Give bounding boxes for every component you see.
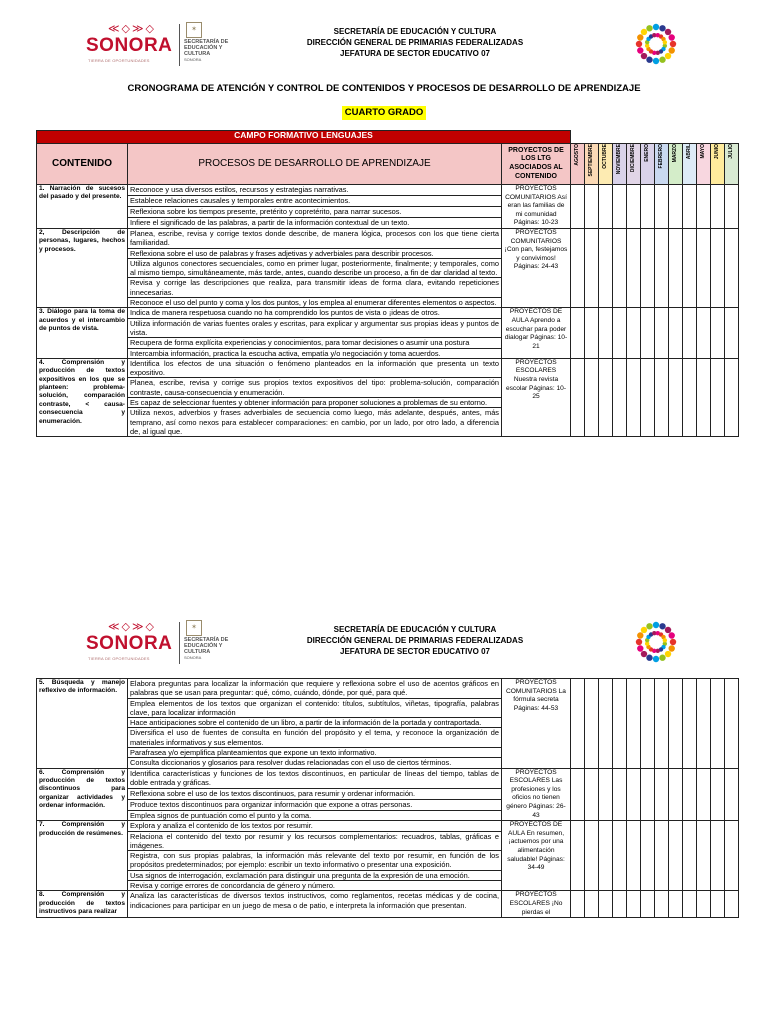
month-check-cell[interactable]	[669, 308, 683, 358]
procesos-header: PROCESOS DE DESARROLLO DE APRENDIZAJE	[128, 144, 502, 185]
month-check-cell[interactable]	[697, 679, 711, 769]
month-check-cell[interactable]	[711, 821, 725, 891]
proceso-cell: Reflexiona sobre el uso de los textos discontinuos, para resumir y ordenar información.	[128, 789, 502, 800]
proceso-cell: Revisa y corrige errores de concordancia de género y número.	[128, 881, 502, 891]
proceso-cell: Produce textos discontinuos para organizar información que expone a otras personas.	[128, 799, 502, 810]
proceso-cell: Consulta diccionarios y glosarios para resolver dudas relacionadas con el uso de ciertos términos.	[128, 758, 502, 768]
month-check-cell[interactable]	[697, 821, 711, 891]
rosette-dot	[641, 29, 647, 35]
month-header-mayo: MAYO	[697, 144, 711, 185]
rosette-dot	[665, 627, 671, 633]
month-check-cell[interactable]	[641, 228, 655, 307]
proceso-cell: Infiere el significado de las palabras, a partir de la información contextual de un texto.	[128, 217, 502, 228]
month-check-cell[interactable]	[599, 821, 613, 891]
sonora-wordmark: SONORA	[86, 633, 173, 654]
month-check-cell[interactable]	[641, 308, 655, 358]
rosette-dot	[637, 632, 643, 638]
month-check-cell[interactable]	[655, 891, 669, 918]
header-line-3: JEFATURA DE SECTOR EDUCATIVO 07	[340, 647, 490, 656]
month-check-cell[interactable]	[641, 821, 655, 891]
header-line-2: DIRECCIÓN GENERAL DE PRIMARIAS FEDERALIZADAS	[306, 38, 524, 47]
proceso-cell: Identifica los efectos de una situación o fenómeno planteados en la información que presenta un texto expositivo.	[128, 358, 502, 378]
month-check-cell[interactable]	[613, 679, 627, 769]
month-check-cell[interactable]	[627, 768, 641, 821]
month-header-enero: ENERO	[641, 144, 655, 185]
sonora-logo	[86, 22, 256, 68]
rosette-dot	[653, 58, 659, 64]
month-check-cell[interactable]	[711, 679, 725, 769]
month-check-cell[interactable]	[585, 185, 599, 229]
schedule-table	[36, 678, 739, 918]
contenido-cell: 1. Narración de sucesos del pasado y del presente.	[37, 185, 128, 229]
proceso-cell: Relaciona el contenido del texto por resumir y los recursos complementarios: recuadros, tablas, gráficas e imágenes.	[128, 831, 502, 851]
rosette-dot	[653, 656, 659, 662]
month-check-cell[interactable]	[641, 358, 655, 436]
rosette-dot	[636, 639, 642, 645]
sec-seal-icon: ✶	[186, 620, 202, 636]
proceso-cell: Emplea signos de puntuación como el punto y la coma.	[128, 810, 502, 821]
month-header-febrero: FEBRERO	[655, 144, 669, 185]
month-check-cell[interactable]	[725, 679, 739, 769]
month-check-cell[interactable]	[655, 679, 669, 769]
header-line-3: JEFATURA DE SECTOR EDUCATIVO 07	[340, 49, 490, 58]
month-check-cell[interactable]	[599, 891, 613, 918]
month-check-cell[interactable]	[571, 679, 585, 769]
rosette-dot	[646, 25, 652, 31]
month-check-cell[interactable]	[585, 358, 599, 436]
month-check-cell[interactable]	[683, 185, 697, 229]
month-check-cell[interactable]	[669, 358, 683, 436]
table-body	[37, 679, 739, 918]
month-check-cell[interactable]	[613, 228, 627, 307]
month-check-cell[interactable]	[655, 228, 669, 307]
month-check-cell[interactable]	[655, 768, 669, 821]
contenido-cell: 5. Búsqueda y manejo reflexivo de información.	[37, 679, 128, 769]
month-check-cell[interactable]	[669, 679, 683, 769]
proceso-cell: Utiliza nexos, adverbios y frases adverbiales de secuencia como luego, más adelante, después, antes, más temprano, así como nexos para establecer comparaciones: en cambio, por un lado, por otro lado, a diferencia de, al igual que.	[128, 408, 502, 437]
contenido-header: CONTENIDO	[37, 144, 128, 185]
month-check-cell[interactable]	[641, 185, 655, 229]
table-row	[37, 821, 739, 831]
proceso-cell: Parafrasea y/o ejemplifica planteamientos que expone un texto informativo.	[128, 748, 502, 758]
month-check-cell[interactable]	[627, 228, 641, 307]
rosette-dot	[636, 41, 642, 47]
campo-formativo-header: CAMPO FORMATIVO LENGUAJES	[37, 131, 571, 144]
rosette-dot	[637, 34, 643, 40]
month-check-cell[interactable]	[599, 768, 613, 821]
month-check-cell[interactable]	[711, 185, 725, 229]
proyecto-cell: PROYECTOS DE AULA En resumen, ¡actuemos por una alimentación saludable! Páginas: 34-49	[502, 821, 571, 891]
month-check-cell[interactable]	[613, 821, 627, 891]
month-check-cell[interactable]	[669, 228, 683, 307]
month-check-cell[interactable]	[725, 358, 739, 436]
document-page-2	[0, 598, 768, 1024]
proceso-cell: Recupera de forma explícita experiencias y conocimientos, para tomar decisiones o asumir una postura	[128, 338, 502, 348]
proyecto-cell: PROYECTOS ESCOLARES Las profesiones y los oficios no tienen género Páginas: 26-43	[502, 768, 571, 821]
month-check-cell[interactable]	[669, 821, 683, 891]
proceso-cell: Reflexiona sobre el uso de palabras y frases adjetivas y adverbiales para describir procesos.	[128, 248, 502, 258]
rosette-dot	[653, 622, 659, 628]
rosette-dot	[669, 34, 675, 40]
rosette-dot	[646, 623, 652, 629]
grade-label: CUARTO GRADO	[342, 106, 426, 120]
contenido-cell: 4. Comprensión y producción de textos expositivos en los que se planteen: problema-solución, comparación contraste, < causa-consecuencia y enumeración.	[37, 358, 128, 436]
month-check-cell[interactable]	[599, 185, 613, 229]
header-text	[250, 624, 580, 657]
proceso-cell: Intercambia información, practica la escucha activa, empatía y/o negociación y toma acuerdos.	[128, 348, 502, 358]
rosette-dot	[641, 627, 647, 633]
month-check-cell[interactable]	[627, 358, 641, 436]
table-row	[37, 679, 739, 699]
document-title: CRONOGRAMA DE ATENCIÓN Y CONTROL DE CONTENIDOS Y PROCESOS DE DESARROLLO DE APRENDIZAJE	[127, 83, 641, 94]
proceso-cell: Analiza las características de diversos textos instructivos, como reglamentos, recetas médicas y de cocina, indicaciones para participar en un juego de mesa o de patio, e interpreta la información que presentan.	[128, 891, 502, 918]
page-header	[0, 0, 768, 80]
proceso-cell: Registra, con sus propias palabras, la información más relevante del texto por resumir, en función de los propósitos predeterminados; por ejemplo: escribir un texto informativo o presentar una exposición.	[128, 851, 502, 871]
sonora-emblem-icon: ≪◇≫◇	[108, 621, 156, 633]
proceso-cell: Utiliza información de varias fuentes orales y escritas, para explicar y argumentar sus propias ideas y puntos de vista.	[128, 318, 502, 338]
month-check-cell[interactable]	[613, 358, 627, 436]
month-check-cell[interactable]	[711, 891, 725, 918]
month-check-cell[interactable]	[599, 679, 613, 769]
month-check-cell[interactable]	[641, 891, 655, 918]
rosette-dot	[641, 651, 647, 657]
month-header-agosto: AGOSTO	[571, 144, 585, 185]
rosette-dot	[637, 47, 643, 53]
rosette-dot	[669, 47, 675, 53]
month-check-cell[interactable]	[599, 358, 613, 436]
rosette-dot	[665, 53, 671, 59]
month-check-cell[interactable]	[655, 821, 669, 891]
month-check-cell[interactable]	[655, 185, 669, 229]
proceso-cell: Identifica características y funciones de los textos discontinuos, en particular de líneas del tiempo, tablas de doble entrada y gráficas.	[128, 768, 502, 788]
month-check-cell[interactable]	[585, 891, 599, 918]
proceso-cell: Diversifica el uso de fuentes de consulta en función del propósito y el tema, y reconoce la organización de materiales informativos y sus elementos.	[128, 728, 502, 748]
proceso-cell: Utiliza algunos conectores secuenciales, como en primer lugar, posteriormente, finalmente; y temporales, como al mismo tiempo, simultáneamente, más tarde, antes, cuando describe un proceso, a fin de dar claridad al texto.	[128, 258, 502, 278]
month-check-cell[interactable]	[725, 891, 739, 918]
proceso-cell: Usa signos de interrogación, exclamación para distinguir una pregunta de la expresión de una emoción.	[128, 870, 502, 880]
rosette-dot	[663, 638, 667, 642]
month-header-noviembre: NOVIEMBRE	[613, 144, 627, 185]
header-line-2: DIRECCIÓN GENERAL DE PRIMARIAS FEDERALIZADAS	[306, 636, 524, 645]
header-line-1: SECRETARÍA DE EDUCACIÓN Y CULTURA	[333, 625, 497, 634]
logo-divider	[179, 24, 180, 66]
month-header-octubre: OCTUBRE	[599, 144, 613, 185]
header-text	[250, 26, 580, 59]
month-check-cell[interactable]	[641, 679, 655, 769]
proyecto-cell: PROYECTOS COMUNITARIOS ¡Con pan, festejamos y convivimos! Páginas: 24-43	[502, 228, 571, 307]
month-header-marzo: MARZO	[669, 144, 683, 185]
contenido-cell: 8. Comprensión y producción de textos instructivos para realizar	[37, 891, 128, 918]
rosette-dot	[646, 57, 652, 63]
month-check-cell[interactable]	[697, 228, 711, 307]
month-check-cell[interactable]	[655, 358, 669, 436]
month-check-cell[interactable]	[627, 308, 641, 358]
rosette-dot	[669, 632, 675, 638]
month-check-cell[interactable]	[683, 821, 697, 891]
proyecto-cell: PROYECTOS ESCOLARES Nuestra revista escolar Páginas: 10-25	[502, 358, 571, 436]
month-check-cell[interactable]	[683, 358, 697, 436]
proceso-cell: Elabora preguntas para localizar la información que requiere y reflexiona sobre el uso de acentos gráficos en palabras que se usan para preguntar: qué, cómo, cuándo, dónde, por qué, para qué.	[128, 679, 502, 699]
month-check-cell[interactable]	[725, 228, 739, 307]
month-check-cell[interactable]	[627, 185, 641, 229]
contenido-cell: 7. Comprensión y producción de resúmenes.	[37, 821, 128, 891]
month-check-cell[interactable]	[599, 228, 613, 307]
proceso-cell: Explora y analiza el contenido de los textos por resumir.	[128, 821, 502, 831]
month-check-cell[interactable]	[655, 308, 669, 358]
table-row	[37, 891, 739, 918]
sec-seal-icon: ✶	[186, 22, 202, 38]
proyecto-cell: PROYECTOS COMUNITARIOS La fórmula secreta Páginas: 44-53	[502, 679, 571, 769]
month-check-cell[interactable]	[585, 228, 599, 307]
rosette-dot	[659, 25, 665, 31]
sonora-wordmark: SONORA	[86, 35, 173, 56]
month-check-cell[interactable]	[627, 891, 641, 918]
month-check-cell[interactable]	[613, 768, 627, 821]
proyecto-cell: PROYECTOS DE AULA Aprendo a escuchar para poder dialogar Páginas: 10-21	[502, 308, 571, 358]
table-row	[37, 228, 739, 248]
rosette-dot	[653, 24, 659, 30]
proceso-cell: Es capaz de seleccionar fuentes y obtener información para proponer soluciones a problemas de su entorno.	[128, 398, 502, 408]
month-check-cell[interactable]	[711, 358, 725, 436]
proyecto-cell: PROYECTOS ESCOLARES ¡No pierdas el	[502, 891, 571, 918]
rosette-dot	[665, 651, 671, 657]
table-row	[37, 358, 739, 378]
rosette-dot	[665, 29, 671, 35]
contenido-cell: 6. Comprensión y producción de textos discontinuos para organizar actividades y ordenar información.	[37, 768, 128, 821]
month-check-cell[interactable]	[697, 308, 711, 358]
contenido-cell: 2, Descripción de personas, lugares, hechos y procesos.	[37, 228, 128, 307]
rosette-dot	[670, 41, 676, 47]
month-check-cell[interactable]	[585, 768, 599, 821]
month-check-cell[interactable]	[711, 768, 725, 821]
sec-logo-text: SECRETARÍA DE EDUCACIÓN Y CULTURA SONORA	[184, 39, 229, 62]
rosette-dot	[637, 645, 643, 651]
month-check-cell[interactable]	[669, 185, 683, 229]
month-check-cell[interactable]	[585, 308, 599, 358]
month-check-cell[interactable]	[669, 891, 683, 918]
month-check-cell[interactable]	[613, 185, 627, 229]
month-check-cell[interactable]	[613, 308, 627, 358]
proceso-cell: Indica de manera respetuosa cuando no ha comprendido los puntos de vista o ¡ideas de otros.	[128, 308, 502, 318]
sonora-tagline: TIERRA DE OPORTUNIDADES	[88, 58, 150, 63]
month-header-junio: JUNIO	[711, 144, 725, 185]
proceso-cell: Emplea elementos de los textos que organizan el contenido: títulos, subtítulos, viñetas, tipografía, palabras clave, para localizar información	[128, 698, 502, 718]
month-check-cell[interactable]	[627, 821, 641, 891]
month-check-cell[interactable]	[711, 308, 725, 358]
rosette-dot	[659, 623, 665, 629]
table-body	[37, 185, 739, 437]
month-check-cell[interactable]	[613, 891, 627, 918]
rosette-dot	[670, 639, 676, 645]
month-check-cell[interactable]	[641, 768, 655, 821]
month-header-septiembre: SEPTIEMBRE	[585, 144, 599, 185]
month-header-abril: ABRIL	[683, 144, 697, 185]
logo-divider	[179, 622, 180, 664]
proceso-cell: Reconoce el uso del punto y coma y los dos puntos, y los emplea al enumerar diferentes elementos o aspectos.	[128, 298, 502, 308]
month-check-cell[interactable]	[697, 891, 711, 918]
rosette-logo-icon	[632, 618, 680, 666]
month-check-cell[interactable]	[697, 185, 711, 229]
month-check-cell[interactable]	[571, 308, 585, 358]
sonora-tagline: TIERRA DE OPORTUNIDADES	[88, 656, 150, 661]
month-check-cell[interactable]	[683, 768, 697, 821]
contenido-cell: 3. Diálogo para la toma de acuerdos y el intercambio de puntos de vista.	[37, 308, 128, 358]
rosette-dot	[669, 645, 675, 651]
month-check-cell[interactable]	[627, 679, 641, 769]
rosette-dot	[659, 57, 665, 63]
rosette-dot	[659, 655, 665, 661]
month-check-cell[interactable]	[683, 308, 697, 358]
month-check-cell[interactable]	[571, 185, 585, 229]
proyecto-cell: PROYECTOS COMUNITARIOS Así eran las familias de mi comunidad Páginas: 10-23	[502, 185, 571, 229]
month-check-cell[interactable]	[725, 821, 739, 891]
rosette-logo-icon	[632, 20, 680, 68]
month-check-cell[interactable]	[669, 768, 683, 821]
table-row	[37, 185, 739, 196]
month-check-cell[interactable]	[571, 228, 585, 307]
sec-logo-text: SECRETARÍA DE EDUCACIÓN Y CULTURA SONORA	[184, 637, 229, 660]
table-row	[37, 308, 739, 318]
month-check-cell[interactable]	[571, 821, 585, 891]
month-check-cell[interactable]	[725, 185, 739, 229]
table-row	[37, 768, 739, 788]
proceso-cell: Reconoce y usa diversos estilos, recursos y estrategias narrativas.	[128, 185, 502, 196]
month-check-cell[interactable]	[571, 891, 585, 918]
month-check-cell[interactable]	[683, 228, 697, 307]
month-check-cell[interactable]	[697, 358, 711, 436]
month-check-cell[interactable]	[697, 768, 711, 821]
proceso-cell: Revisa y corrige las descripciones que realiza, para transmitir ideas de forma clara, evitando repeticiones innecesarias.	[128, 278, 502, 298]
month-header-julio: JULIO	[725, 144, 739, 185]
month-check-cell[interactable]	[599, 308, 613, 358]
sonora-emblem-icon: ≪◇≫◇	[108, 23, 156, 35]
month-check-cell[interactable]	[585, 821, 599, 891]
proceso-cell: Planea, escribe, revisa y corrige textos donde describe, de manera lógica, procesos con los que tiene cierta familiaridad.	[128, 228, 502, 248]
month-check-cell[interactable]	[711, 228, 725, 307]
rosette-dot	[641, 53, 647, 59]
month-header-diciembre: DICIEMBRE	[627, 144, 641, 185]
proceso-cell: Reflexiona sobre los tiempos presente, pretérito y copretérito, para narrar sucesos.	[128, 206, 502, 217]
proceso-cell: Hace anticipaciones sobre el contenido de un libro, a partir de la información de la portada y contraportada.	[128, 718, 502, 728]
proceso-cell: Establece relaciones causales y temporales entre acontecimientos.	[128, 195, 502, 206]
rosette-dot	[663, 40, 667, 44]
month-check-cell[interactable]	[571, 768, 585, 821]
month-check-cell[interactable]	[683, 891, 697, 918]
month-check-cell[interactable]	[585, 679, 599, 769]
rosette-dot	[646, 655, 652, 661]
header-line-1: SECRETARÍA DE EDUCACIÓN Y CULTURA	[333, 27, 497, 36]
month-check-cell[interactable]	[725, 308, 739, 358]
page-header	[0, 598, 768, 678]
month-check-cell[interactable]	[725, 768, 739, 821]
month-check-cell[interactable]	[683, 679, 697, 769]
month-check-cell[interactable]	[571, 358, 585, 436]
sonora-logo	[86, 620, 256, 666]
schedule-table	[36, 130, 739, 437]
proceso-cell: Planea, escribe, revisa y corrige sus propios textos expositivos del tipo: problema-solución, comparación contraste, causa-consecuencia y enumeración.	[128, 378, 502, 398]
proyectos-header: PROYECTOS DE LOS LTG ASOCIADOS AL CONTENIDO	[502, 144, 571, 185]
